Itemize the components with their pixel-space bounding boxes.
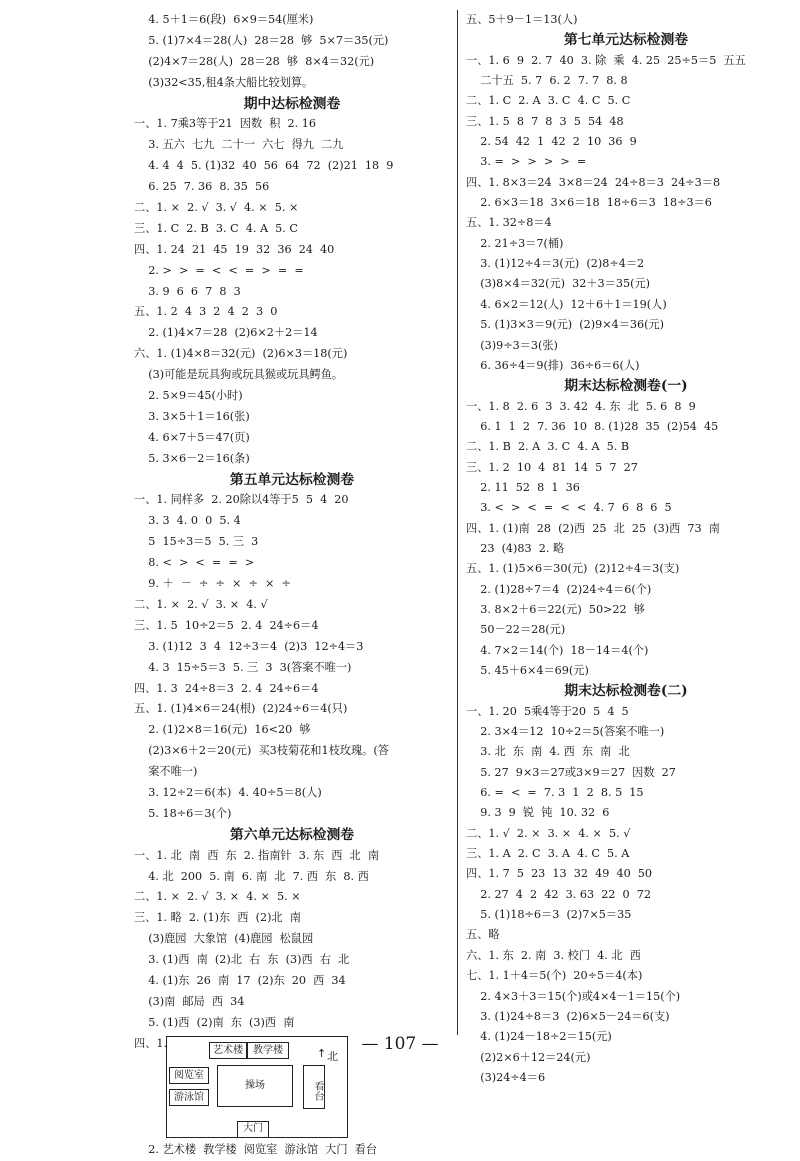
answer-line: 6. 25 7. 36 8. 35 56 (134, 180, 270, 194)
answer-line: 2. 6×3＝18 3×6＝18 18÷6＝3 18÷3＝6 (466, 196, 712, 210)
answer-line: 三、1. 5 10÷2＝5 2. 4 24÷6＝4 (134, 618, 319, 632)
answer-line: 2. 艺术楼 教学楼 阅览室 游泳馆 大门 看台 (134, 1142, 378, 1156)
answer-line: 四、1. (134, 1036, 168, 1050)
answer-line: 一、1. 北 南 西 东 2. 指南针 3. 东 西 北 南 (134, 848, 380, 862)
answer-line: 3. (1)12÷4＝3(元) (2)8÷4＝2 (466, 257, 645, 271)
answer-line: (2)2×6＋12＝24(元) (466, 1050, 591, 1064)
section-heading: 第五单元达标检测卷 (229, 471, 355, 488)
answer-line: (3)8×4＝32(元) 32＋3＝35(元) (466, 277, 651, 291)
answer-line: 二、1. × 2. √ 3. × 4. √ (134, 597, 268, 611)
answer-line: 4. 3 15÷5＝3 5. 三 3 3(答案不唯一) (134, 660, 352, 674)
answer-line: 四、1. 8×3＝24 3×8＝24 24÷8＝3 24÷3＝8 (466, 175, 721, 189)
answer-line: (2)4×7＝28(人) 28＝28 够 8×4＝32(元) (134, 54, 375, 68)
answer-line: 3. 五六 七九 二十一 六七 得九 二九 (134, 138, 344, 152)
answer-line: 案不唯一) (134, 765, 198, 779)
answer-line: 3. (1)西 南 (2)北 右 东 (3)西 右 北 (134, 953, 350, 967)
section-heading: 第六单元达标检测卷 (229, 826, 355, 843)
answer-line: 4. 4 4 5. (1)32 40 56 64 72 (2)21 18 9 (134, 159, 394, 173)
answer-line: 六、1. (1)4×8＝32(元) (2)6×3＝18(元) (134, 347, 348, 361)
answer-line: 一、1. 7乘3等于21 因数 积 2. 16 (134, 117, 317, 131)
answer-line: 5. 18÷6＝3(个) (134, 806, 232, 820)
section-heading: 期末达标检测卷(二) (564, 683, 688, 700)
map-north-label: 北 (327, 1049, 338, 1063)
answer-line: 二、1. √ 2. × 3. × 4. × 5. √ (466, 826, 631, 840)
answer-line: 三、1. C 2. B 3. C 4. A 5. C (134, 221, 298, 235)
answer-line: 5. (1)7×4＝28(人) 28＝28 够 5×7＝35(元) (134, 33, 389, 47)
map-teaching-building: 教学楼 (247, 1042, 289, 1059)
answer-line: 2. 21÷3＝7(桶) (466, 236, 564, 250)
answer-line: 2. 4×3＋3＝15(个)或4×4－1＝15(个) (466, 989, 681, 1003)
section-heading: 期中达标检测卷 (243, 95, 341, 112)
answer-line: 6. = < = 7. 3 1 2 8. 5 15 (466, 786, 644, 800)
north-arrow-icon: ↑ (317, 1046, 327, 1060)
right-column (466, 10, 786, 1088)
map-swimming-hall: 游泳馆 (169, 1089, 209, 1106)
answer-line: (3)32<35,租4条大船比较划算。 (134, 75, 314, 89)
answer-line: 2. 27 4 2 42 3. 63 22 0 72 (466, 887, 652, 901)
column-divider (457, 10, 458, 1035)
answer-line: 2. 11 52 8 1 36 (466, 480, 580, 494)
answer-line: 六、1. 东 2. 南 3. 校门 4. 北 西 (466, 948, 641, 962)
section-heading: 期末达标检测卷(一) (564, 378, 688, 395)
answer-line: 五、1. (1)5×6＝30(元) (2)12÷4＝3(支) (466, 562, 680, 576)
answer-line: 4. 7×2＝14(个) 18－14＝4(个) (466, 643, 649, 657)
answer-line: (3)24÷4＝6 (466, 1070, 546, 1084)
answer-line: 3. (1)24÷8＝3 (2)6×5－24＝6(支) (466, 1009, 670, 1023)
map-gate: 大门 (237, 1121, 269, 1137)
left-column (134, 10, 450, 1161)
answer-line: 2. > > = < < = > = = (134, 263, 304, 277)
answer-line: 二十五 5. 7 6. 2 7. 7 8. 8 (466, 74, 628, 88)
answer-line: 五、略 (466, 928, 500, 942)
answer-line: 三、1. 5 8 7 8 3 5 54 48 (466, 114, 624, 128)
answer-line: 6. 1 1 2 7. 36 10 8. (1)28 35 (2)54 45 (466, 419, 719, 433)
map-reading-room: 阅览室 (169, 1067, 209, 1084)
answer-line: 4. (1)24－18÷2＝15(元) (466, 1030, 612, 1044)
map-stand: 看台 (303, 1065, 325, 1109)
answer-line: 6. 36÷4＝9(排) 36÷6＝6(人) (466, 358, 640, 372)
answer-line: 2. 3×4＝12 10÷2＝5(答案不唯一) (466, 725, 665, 739)
answer-line: 二、1. × 2. √ 3. × 4. × 5. × (134, 890, 301, 904)
answer-line: 5 15÷3＝5 5. 三 3 (134, 535, 259, 549)
answer-line: 3. < > < = < < 4. 7 6 8 6 5 (466, 501, 672, 515)
answer-line: 3. 8×2＋6＝22(元) 50>22 够 (466, 602, 645, 616)
answer-line: 3. 9 6 6 7 8 3 (134, 284, 241, 298)
answer-line: 4. 北 200 5. 南 6. 南 北 7. 西 东 8. 西 (134, 869, 369, 883)
answer-line: 四、1. 24 21 45 19 32 36 24 40 (134, 242, 335, 256)
answer-line: 3. 3×5＋1＝16(张) (134, 409, 250, 423)
answer-line: 8. < > < = = > (134, 556, 255, 570)
answer-line: (3)9÷3＝3(张) (466, 338, 558, 352)
answer-line: 5. (1)3×3＝9(元) (2)9×4＝36(元) (466, 318, 665, 332)
answer-line: (3)南 邮局 西 34 (134, 994, 245, 1008)
answer-line: 5. 27 9×3＝27或3×9＝27 因数 27 (466, 765, 676, 779)
answer-line: 50－22＝28(元) (466, 623, 566, 637)
answer-line: 3. (1)12 3 4 12÷3＝4 (2)3 12÷4＝3 (134, 639, 364, 653)
answer-line: 3. = > > > > = (466, 155, 587, 169)
answer-line: (3)可能是玩具狗或玩具猴或玩具鳄鱼。 (134, 368, 344, 382)
answer-line: 七、1. 1＋4＝5(个) 20÷5＝4(本) (466, 969, 643, 983)
answer-line: 二、1. C 2. A 3. C 4. C 5. C (466, 94, 631, 108)
answer-line: 四、1. 7 5 23 13 32 49 40 50 (466, 867, 653, 881)
answer-line: 二、1. × 2. √ 3. √ 4. × 5. × (134, 201, 299, 215)
answer-line: 3. 3 4. 0 0 5. 4 (134, 514, 241, 528)
answer-line: 四、1. 3 24÷8＝3 2. 4 24÷6＝4 (134, 681, 319, 695)
answer-line: 2. (1)4×7＝28 (2)6×2＋2＝14 (134, 326, 318, 340)
answer-line: 一、1. 8 2. 6 3 3. 42 4. 东 北 5. 6 8 9 (466, 399, 696, 413)
answer-line: 4. 6×7＋5＝47(页) (134, 430, 250, 444)
answer-line: 9. ＋ － ÷ ÷ × ÷ × ÷ (134, 577, 291, 591)
answer-line: 23 (4)83 2. 略 (466, 541, 565, 555)
answer-line: 2. (1)2×8＝16(元) 16<20 够 (134, 723, 311, 737)
answer-line: 一、1. 20 5乘4等于20 5 4 5 (466, 704, 629, 718)
answer-line: 3. 12÷2＝6(本) 4. 40÷5＝8(人) (134, 785, 322, 799)
answer-line: 四、1. (1)南 28 (2)西 25 北 25 (3)西 73 南 (466, 521, 720, 535)
answer-line: 三、1. 略 2. (1)东 西 (2)北 南 (134, 911, 301, 925)
answer-line: 3. 北 东 南 4. 西 东 南 北 (466, 745, 630, 759)
answer-line: (3)鹿园 大象馆 (4)鹿园 松鼠园 (134, 932, 314, 946)
answer-line: 三、1. A 2. C 3. A 4. C 5. A (466, 847, 630, 861)
answer-line: 9. 3 9 锐 钝 10. 32 6 (466, 806, 610, 820)
answer-line: 2. 5×9＝45(小时) (134, 389, 243, 403)
answer-line: 五、1. 32÷8＝4 (466, 216, 552, 230)
answer-line: 二、1. B 2. A 3. C 4. A 5. B (466, 440, 630, 454)
answer-line: 2. 54 42 1 42 2 10 36 9 (466, 135, 637, 149)
section-heading: 第七单元达标检测卷 (563, 32, 689, 49)
answer-line: 4. 5＋1＝6(段) 6×9＝54(厘米) (134, 13, 314, 26)
answer-line: 4. (1)东 26 南 17 (2)东 20 西 34 (134, 973, 346, 987)
answer-line: 5. (1)西 (2)南 东 (3)西 南 (134, 1015, 295, 1029)
answer-line: 4. 6×2＝12(人) 12＋6＋1＝19(人) (466, 297, 667, 311)
answer-line: 五、1. (1)4×6＝24(根) (2)24÷6＝4(只) (134, 702, 348, 716)
answer-line: 2. (1)28÷7＝4 (2)24÷4＝6(个) (466, 582, 652, 596)
map-playground: 操场 (217, 1065, 293, 1107)
answer-line: 5. 3×6－2＝16(条) (134, 451, 250, 465)
answer-line: 5. (1)18÷6＝3 (2)7×5＝35 (466, 908, 632, 922)
answer-line: 一、1. 6 9 2. 7 40 3. 除 乘 4. 25 25÷5＝5 五五 (466, 53, 746, 67)
map-art-building: 艺术楼 (209, 1042, 247, 1059)
answer-line: (2)3×6＋2＝20(元) 买3枝菊花和1枝玫瑰。(答 (134, 744, 389, 758)
answer-line: 五、5＋9－1＝13(人) (466, 13, 578, 26)
answer-line: 一、1. 同样多 2. 20除以4等于5 5 4 20 (134, 493, 349, 507)
page-number: — 107 — (361, 1034, 439, 1054)
answer-line: 5. 45＋6×4＝69(元) (466, 664, 589, 677)
answer-line: 五、1. 2 4 3 2 4 2 3 0 (134, 305, 278, 319)
answer-line: 三、1. 2 10 4 81 14 5 7 27 (466, 460, 638, 474)
